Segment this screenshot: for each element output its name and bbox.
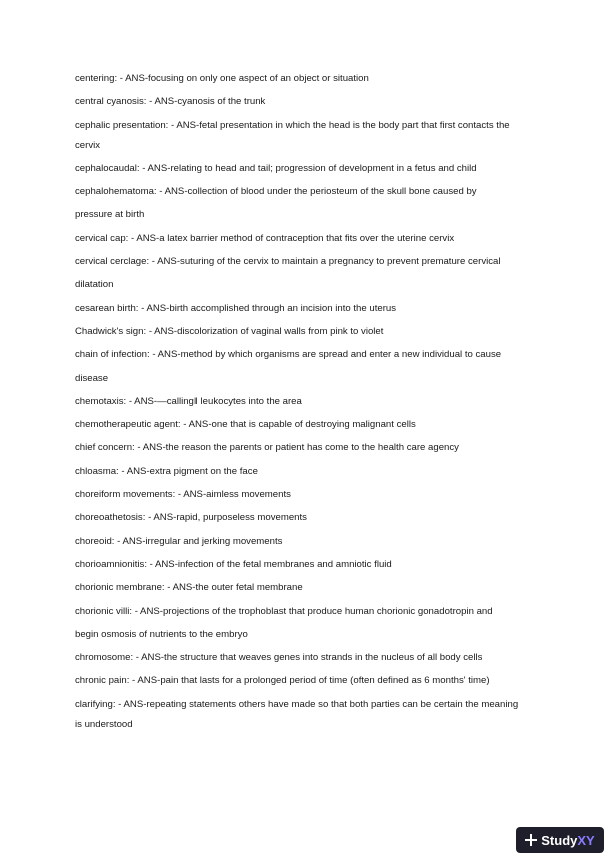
studyxy-logo	[516, 827, 604, 853]
glossary-line: chain of infection: - ANS-method by which organisms are spread and enter a new individual to cause	[75, 349, 502, 361]
glossary-line: chemotaxis: - ANS-―calling‖ leukocytes into the area	[75, 395, 302, 407]
glossary-line: is understood	[75, 718, 133, 730]
document-body	[75, 73, 545, 742]
glossary-line: choreoathetosis: - ANS-rapid, purposeless movements	[75, 512, 307, 524]
glossary-line: cervical cap: - ANS-a latex barrier method of contraception that fits over the uterine cervix	[75, 232, 455, 244]
glossary-line: begin osmosis of nutrients to the embryo	[75, 628, 248, 640]
glossary-line: Chadwick's sign: - ANS-discolorization of vaginal walls from pink to violet	[75, 325, 384, 337]
glossary-line: dilatation	[75, 279, 114, 291]
glossary-line: disease	[75, 372, 109, 384]
glossary-line: chorionic membrane: - ANS-the outer fetal membrane	[75, 582, 303, 594]
glossary-line: pressure at birth	[75, 209, 145, 221]
glossary-line: centering: - ANS-focusing on only one aspect of an object or situation	[75, 73, 369, 84]
glossary-line: chronic pain: - ANS-pain that lasts for a prolonged period of time (often defined as 6 months' time)	[75, 675, 490, 687]
glossary-line: cervix	[75, 139, 101, 151]
glossary-line: cephalic presentation: - ANS-fetal presentation in which the head is the body part that first contacts the	[75, 119, 510, 131]
glossary-line: chorionic villi: - ANS-projections of the trophoblast that produce human chorionic gonadotropin and	[75, 605, 493, 617]
glossary-line: clarifying: - ANS-repeating statements others have made so that both parties can be certain the meaning	[75, 698, 519, 710]
glossary-line: cephalohematoma: - ANS-collection of blood under the periosteum of the skull bone caused by	[75, 186, 477, 198]
glossary-line: chloasma: - ANS-extra pigment on the face	[75, 465, 258, 477]
glossary-line: chorioamnionitis: - ANS-infection of the fetal membranes and amniotic fluid	[75, 558, 392, 570]
logo-text: StudyXY	[541, 832, 595, 848]
glossary-line: cervical cerclage: - ANS-suturing of the cervix to maintain a pregnancy to prevent premature cervical	[75, 256, 501, 268]
glossary-line: chemotherapeutic agent: - ANS-one that is capable of destroying malignant cells	[75, 419, 416, 431]
glossary-line: choreoid: - ANS-irregular and jerking movements	[75, 535, 283, 547]
glossary-line: central cyanosis: - ANS-cyanosis of the trunk	[75, 96, 266, 108]
glossary-line: choreiform movements: - ANS-aimless movements	[75, 489, 291, 501]
plus-icon	[525, 834, 537, 846]
glossary-line: chief concern: - ANS-the reason the parents or patient has come to the health care agency	[75, 442, 459, 454]
glossary-line: cesarean birth: - ANS-birth accomplished through an incision into the uterus	[75, 302, 397, 314]
glossary-line: cephalocaudal: - ANS-relating to head and tail; progression of development in a fetus and child	[75, 162, 477, 174]
glossary-line: chromosome: - ANS-the structure that weaves genes into strands in the nucleus of all body cells	[75, 652, 483, 664]
